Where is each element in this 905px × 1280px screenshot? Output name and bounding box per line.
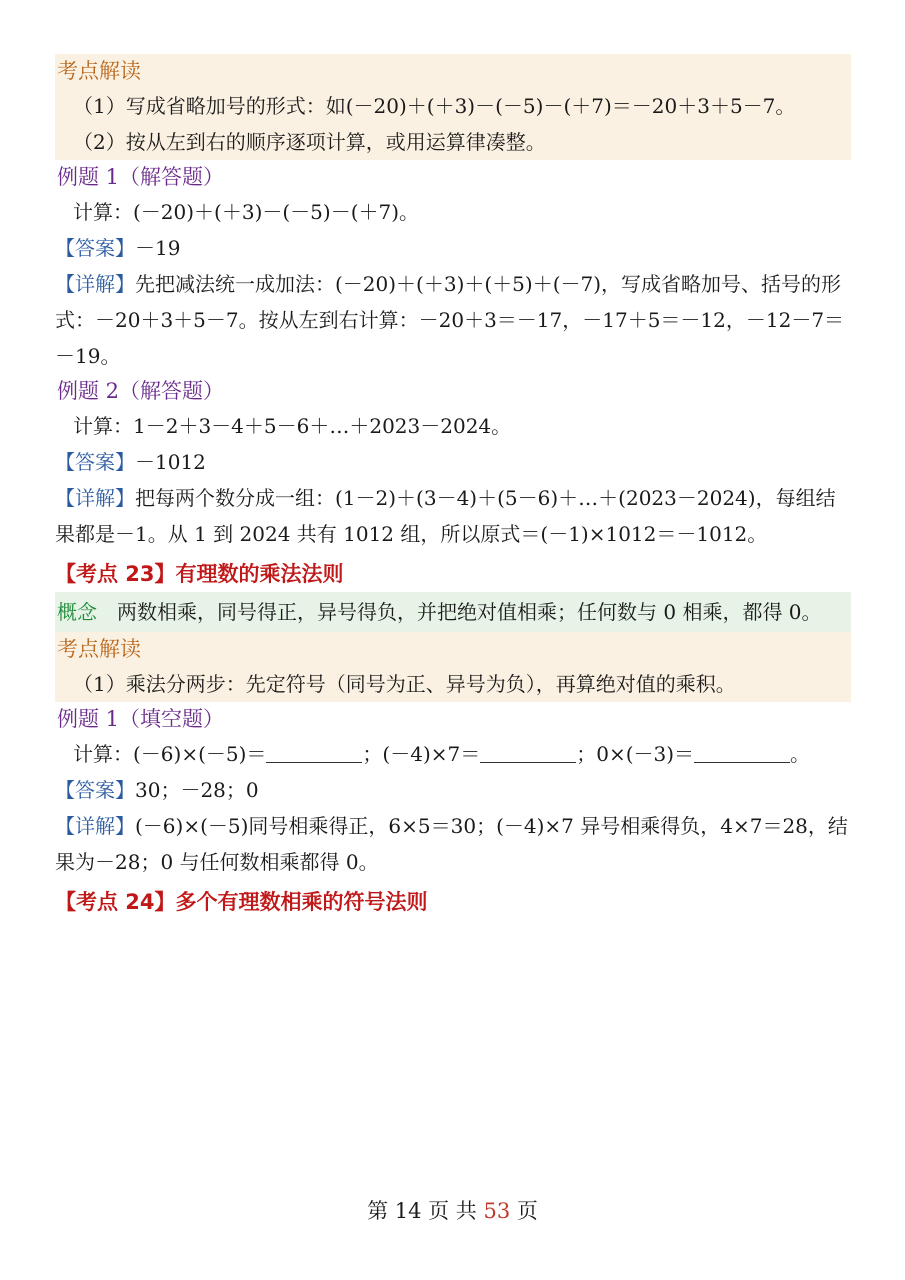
footer-suffix: 页 (510, 1199, 538, 1223)
answer-tag: 【答案】 (55, 236, 135, 260)
detail-tag: 【详解】 (55, 486, 135, 510)
question-text: 计算：(－6)×(－5)＝ (73, 742, 267, 766)
answer-tag: 【答案】 (55, 778, 135, 802)
answer-tag: 【答案】 (55, 450, 135, 474)
footer-prefix: 第 14 页 共 (367, 1199, 484, 1223)
question-text: 。 (790, 742, 811, 766)
answer-value: －19 (135, 236, 181, 260)
question-text: ；(－4)×7＝ (362, 742, 481, 766)
answer-value: 30；－28；0 (135, 778, 259, 802)
concept-text: 两数相乘，同号得正，异号得负，并把绝对值相乘；任何数与 0 相乘，都得 0。 (117, 600, 822, 624)
detail-text: (－6)×(－5)同号相乘得正，6×5＝30；(－4)×7 异号相乘得负，4×7＝28，结果为－28；0 与任何数相乘都得 0。 (55, 814, 848, 874)
answer-blank (694, 742, 790, 763)
detail-paragraph (55, 808, 851, 880)
interpretation-item: （1）乘法分两步：先定符号（同号为正、异号为负），再算绝对值的乘积。 (73, 672, 736, 696)
detail-tag: 【详解】 (55, 272, 135, 296)
concept-tag: 概念 (57, 600, 97, 624)
example-question: 计算：1－2＋3－4＋5－6＋…＋2023－2024。 (73, 414, 512, 438)
answer-blank (480, 742, 576, 763)
answer-line (55, 772, 851, 808)
footer-total-pages: 53 (483, 1199, 511, 1223)
section-heading: 考点解读 (57, 637, 141, 661)
section-heading: 考点解读 (57, 59, 141, 83)
page-footer (0, 1195, 905, 1225)
interpretation-item: （1）写成省略加号的形式：如(－20)＋(＋3)－(－5)－(＋7)＝－20＋3＋5－7。 (73, 94, 796, 118)
example-title: 例题 1（填空题） (57, 707, 225, 731)
example-title: 例题 1（解答题） (57, 165, 225, 189)
answer-value: －1012 (135, 450, 206, 474)
example-question: 计算：(－20)＋(＋3)－(－5)－(＋7)。 (73, 200, 420, 224)
detail-text: 把每两个数分成一组：(1－2)＋(3－4)＋(5－6)＋…＋(2023－2024)，每组结果都是－1。从 1 到 2024 共有 1012 组，所以原式＝(－1)×1012＝－1012。 (55, 486, 836, 546)
topic-heading: 【考点 24】多个有理数相乘的符号法则 (55, 890, 428, 914)
answer-line (55, 444, 851, 480)
answer-blank (266, 742, 362, 763)
detail-tag: 【详解】 (55, 814, 135, 838)
detail-paragraph (55, 266, 851, 374)
interpretation-block (55, 632, 851, 702)
page-content (55, 54, 851, 920)
answer-line (55, 230, 851, 266)
interpretation-block (55, 54, 851, 160)
example-question (55, 736, 851, 772)
interpretation-item: （2）按从左到右的顺序逐项计算，或用运算律凑整。 (73, 130, 546, 154)
question-text: ；0×(－3)＝ (576, 742, 695, 766)
detail-paragraph (55, 480, 851, 552)
topic-heading: 【考点 23】有理数的乘法法则 (55, 562, 344, 586)
example-title: 例题 2（解答题） (57, 379, 225, 403)
concept-block (55, 592, 851, 632)
detail-text: 先把减法统一成加法：(－20)＋(＋3)＋(＋5)＋(－7)，写成省略加号、括号的形式：－20＋3＋5－7。按从左到右计算：－20＋3＝－17，－17＋5＝－12，－12－7＝－19。 (55, 272, 845, 368)
